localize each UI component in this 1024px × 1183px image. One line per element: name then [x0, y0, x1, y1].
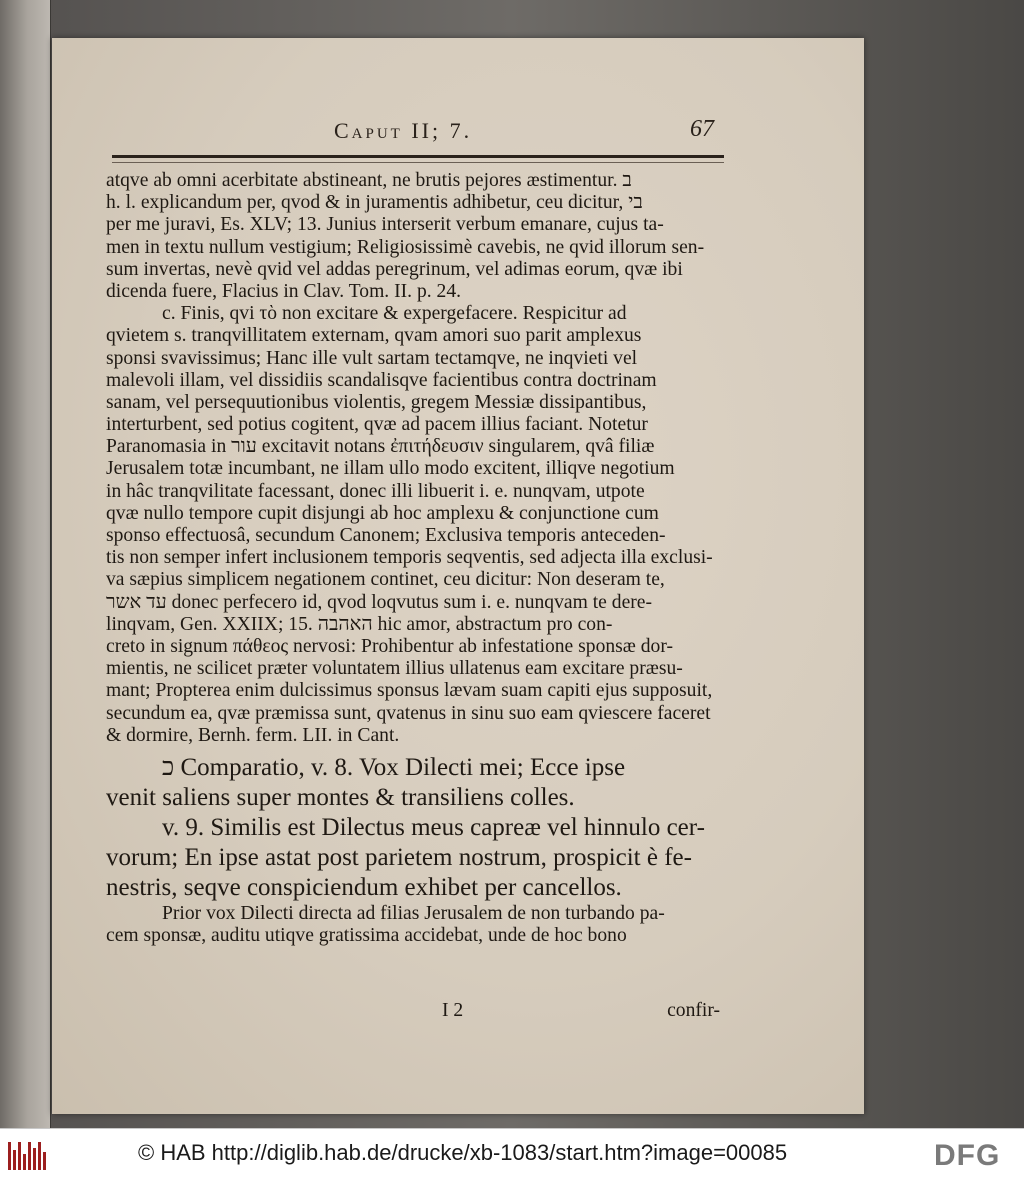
- text-line: כ Comparatio, v. 8. Vox Dilecti mei; Ecce ipse: [162, 753, 626, 781]
- text-line: cem sponsæ, auditu utiqve gratissima accidebat, unde de hoc bono: [106, 925, 627, 947]
- text-line: per me juravi, Es. XLV; 13. Junius interserit verbum emanare, cujus ta-: [106, 214, 664, 236]
- text-line: Paranomasia in עור excitavit notans ἐπιτήδευσιν singularem, qvâ filiæ: [106, 436, 655, 458]
- text-line: Prior vox Dilecti directa ad filias Jerusalem de non turbando pa-: [162, 902, 665, 924]
- text-line: עד אשר donec perfecero id, qvod loqvutus sum i. e. nunqvam te dere-: [106, 591, 653, 613]
- catchword: confir-: [667, 1000, 720, 1021]
- text-line: sanam, vel persequutionibus violentis, gregem Messiæ dissipantibus,: [106, 391, 647, 413]
- text-line: sponsi svavissimus; Hanc ille vult sartam tectamqve, ne inqvieti vel: [106, 347, 638, 369]
- page-number: 67: [690, 116, 714, 142]
- text-line: qvietem s. tranqvillitatem externam, qvam amori suo parit amplexus: [106, 325, 642, 347]
- text-line: dicenda fuere, Flacius in Clav. Tom. II. p. 24.: [106, 280, 462, 302]
- text-line: qvæ nullo tempore cupit disjungi ab hoc amplexu & conjunctione cum: [106, 502, 659, 524]
- text-line: h. l. explicandum per, qvod & in juramentis adhibetur, ceu dicitur, בי: [106, 192, 643, 214]
- text-line: tis non semper infert inclusionem temporis seqventis, sed adjecta illa exclusi-: [106, 547, 713, 569]
- text-line: malevoli illam, vel dissidiis scandalisqve facientibus contra doctrinam: [106, 369, 657, 391]
- hab-barcode-logo-icon: [8, 1142, 48, 1170]
- text-line: linqvam, Gen. XXIIX; 15. האהבה hic amor, abstractum pro con-: [106, 613, 613, 635]
- text-line: creto in signum πάθεος nervosi: Prohibentur ab infestatione sponsæ dor-: [106, 635, 674, 657]
- text-line: v. 9. Similis est Dilectus meus capreæ vel hinnulo cer-: [162, 813, 705, 841]
- signature-mark: I 2: [442, 1000, 464, 1021]
- text-line: secundum ea, qvæ præmissa sunt, qvatenus in sinu suo eam qviescere faceret: [106, 702, 711, 724]
- text-line: va sæpius simplicem negationem continet, ceu dicitur: Non deseram te,: [106, 569, 665, 591]
- header-rule-thin: [112, 162, 724, 163]
- text-line: sum invertas, nevè qvid vel addas peregrinum, vel adimas eorum, qvæ ibi: [106, 258, 683, 280]
- copyright-link[interactable]: © HAB http://diglib.hab.de/drucke/xb-1083/start.htm?image=00085: [138, 1140, 788, 1165]
- text-line: c. Finis, qvi τὸ non excitare & expergefacere. Respicitur ad: [162, 303, 627, 325]
- text-line: mientis, ne scilicet præter voluntatem illius ullatenus eam excitare præsu-: [106, 658, 683, 680]
- page-footer: [106, 1000, 722, 1024]
- previous-page-edge: [0, 0, 51, 1128]
- text-line: vorum; En ipse astat post parietem nostrum, prospicit è fe-: [106, 843, 692, 871]
- running-title: Caput II; 7.: [334, 118, 473, 143]
- text-line: men in textu nullum vestigium; Religiosissimè cavebis, ne qvid illorum sen-: [106, 236, 705, 258]
- text-line: Jerusalem totæ incumbant, ne illam ullo modo excitent, illiqve negotium: [106, 458, 675, 480]
- text-line: interturbent, sed potius cogitent, qvæ ad pacem illius faciant. Notetur: [106, 414, 648, 436]
- text-line: nestris, seqve conspiciendum exhibet per cancellos.: [106, 873, 622, 901]
- header-rule: [112, 155, 724, 158]
- page-header: [112, 110, 722, 146]
- text-line: & dormire, Bernh. ferm. LII. in Cant.: [106, 724, 400, 746]
- status-bar: [0, 1128, 1024, 1183]
- dfg-logo: DFG: [934, 1139, 1001, 1172]
- text-line: in hâc tranqvilitate facessant, donec illi libuerit i. e. nunqvam, utpote: [106, 480, 645, 502]
- text-line: mant; Propterea enim dulcissimus sponsus lævam suam capiti ejus supposuit,: [106, 680, 713, 702]
- comparatio-section: [106, 753, 722, 903]
- page-body: [106, 170, 722, 947]
- text-line: sponso effectuosâ, secundum Canonem; Exclusiva temporis anteceden-: [106, 525, 666, 546]
- text-line: venit saliens super montes & transiliens colles.: [106, 783, 575, 811]
- text-line: atqve ab omni acerbitate abstineant, ne brutis pejores æstimentur. ב: [106, 170, 632, 191]
